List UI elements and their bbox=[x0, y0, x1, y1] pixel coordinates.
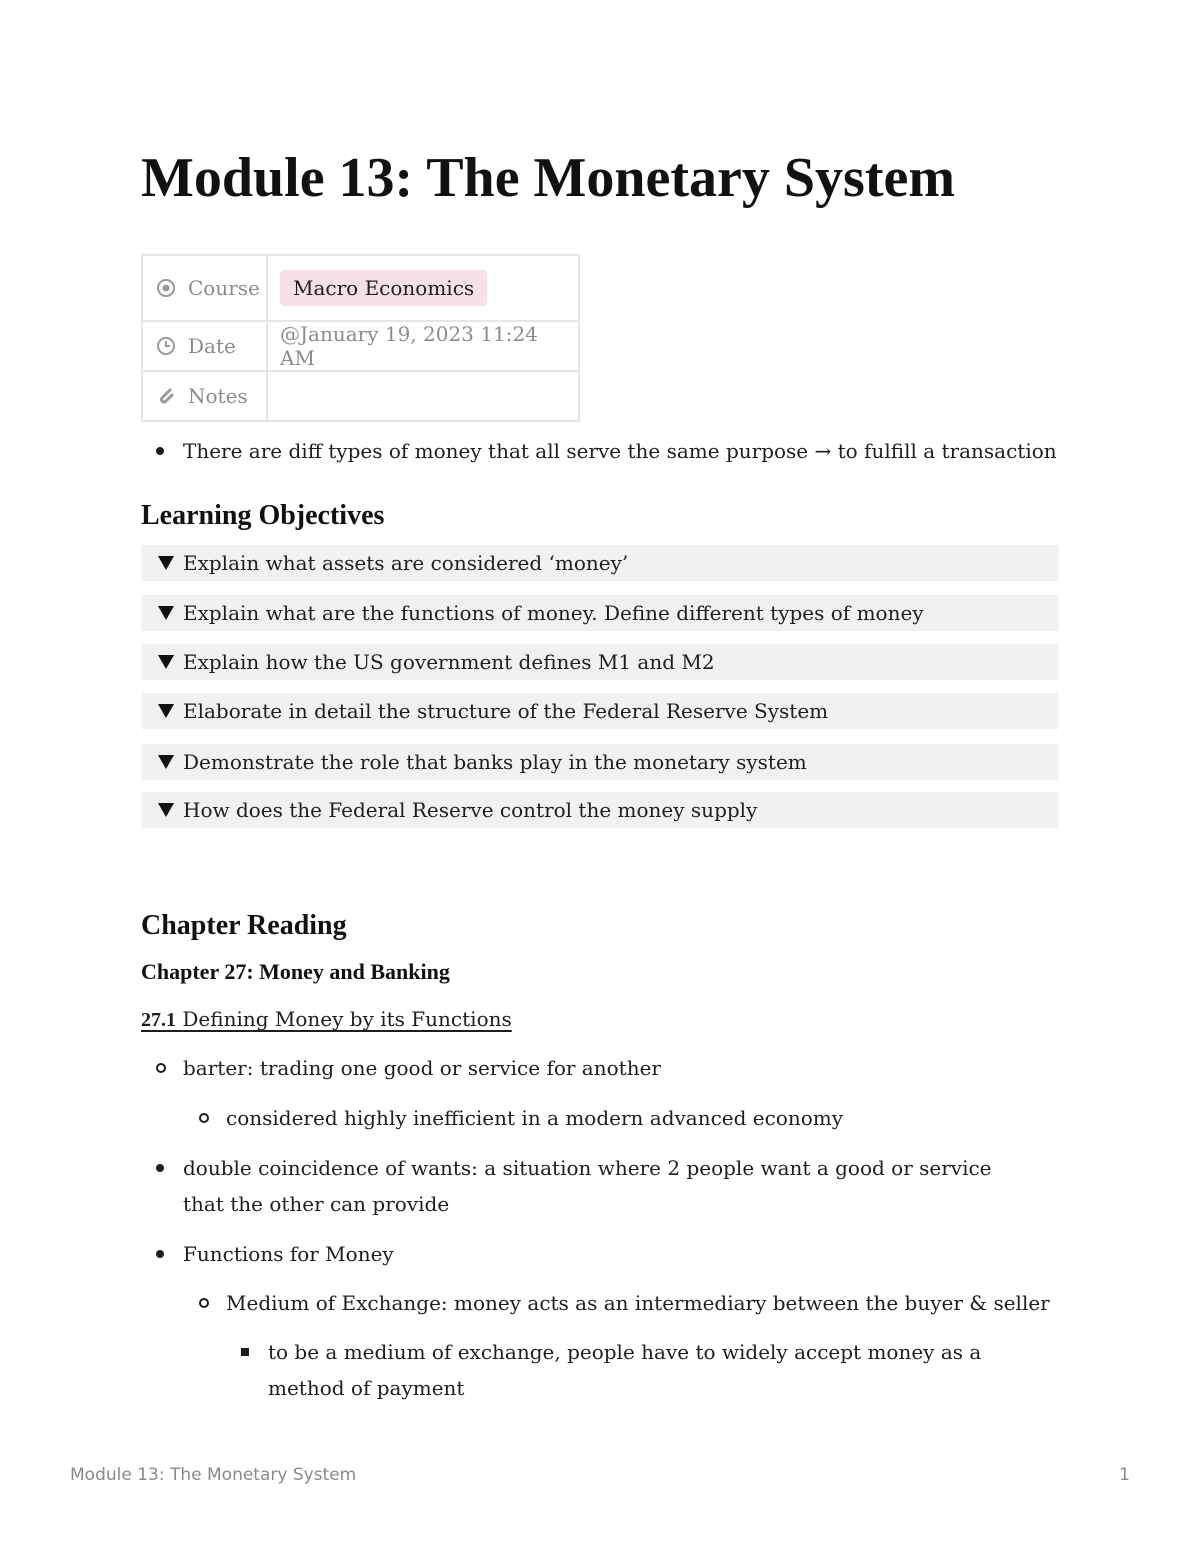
property-value-course-cell[interactable] bbox=[267, 255, 579, 321]
toggle-block[interactable] bbox=[141, 792, 1059, 828]
toggle-triangle-icon[interactable] bbox=[158, 803, 174, 817]
section-number: 27.1 bbox=[141, 1009, 176, 1031]
list-item: barter: trading one good or service for another bbox=[141, 1050, 1061, 1086]
toggle-triangle-icon[interactable] bbox=[158, 755, 174, 769]
property-row-course bbox=[142, 255, 579, 321]
property-key-course: Course bbox=[188, 276, 260, 300]
toggle-triangle-icon[interactable] bbox=[158, 704, 174, 718]
list-item: Medium of Exchange: money acts as an intermediary between the buyer & seller bbox=[141, 1285, 1061, 1321]
list-item: considered highly inefficient in a modern advanced economy bbox=[141, 1100, 1061, 1136]
property-row-date bbox=[142, 321, 579, 371]
toggle-block[interactable] bbox=[141, 644, 1059, 680]
chapter-reading-heading: Chapter Reading bbox=[141, 910, 347, 941]
toggle-triangle-icon[interactable] bbox=[158, 655, 174, 669]
paperclip-icon bbox=[156, 386, 176, 406]
chapter-title: Chapter 27: Money and Banking bbox=[141, 959, 450, 984]
footer-title: Module 13: The Monetary System bbox=[70, 1465, 357, 1485]
toggle-triangle-icon[interactable] bbox=[158, 556, 174, 570]
toggle-label: Demonstrate the role that banks play in the monetary system bbox=[183, 750, 807, 774]
section-heading bbox=[141, 1004, 512, 1035]
target-icon bbox=[156, 278, 176, 298]
notes-value[interactable] bbox=[267, 371, 579, 421]
toggle-triangle-icon[interactable] bbox=[158, 606, 174, 620]
property-key-date: Date bbox=[188, 334, 236, 358]
toggle-block[interactable] bbox=[141, 545, 1059, 581]
toggle-label: Explain how the US government defines M1 and M2 bbox=[183, 650, 715, 674]
toggle-label: Explain what assets are considered ‘money’ bbox=[183, 551, 629, 575]
list-item: Functions for Money bbox=[141, 1236, 1061, 1272]
toggle-block[interactable] bbox=[141, 693, 1059, 729]
date-value[interactable]: @January 19, 2023 11:24 AM bbox=[267, 321, 579, 371]
clock-icon bbox=[156, 336, 176, 356]
toggle-block[interactable] bbox=[141, 595, 1059, 631]
learning-objectives-heading: Learning Objectives bbox=[141, 500, 385, 531]
chapter-outline bbox=[141, 1050, 1061, 1406]
list-item: There are diff types of money that all serve the same purpose → to fulfill a transaction bbox=[141, 434, 1071, 468]
page-number: 1 bbox=[1119, 1465, 1130, 1485]
page-footer bbox=[70, 1465, 1130, 1485]
intro-list bbox=[141, 434, 1071, 468]
property-row-notes bbox=[142, 371, 579, 421]
properties-table bbox=[141, 254, 580, 422]
page-title: Module 13: The Monetary System bbox=[141, 147, 955, 209]
toggle-block[interactable] bbox=[141, 744, 1059, 780]
course-tag[interactable]: Macro Economics bbox=[280, 270, 487, 306]
toggle-label: Explain what are the functions of money. Define different types of money bbox=[183, 601, 924, 625]
section-title: Defining Money by its Functions bbox=[182, 1007, 512, 1031]
list-item: double coincidence of wants: a situation where 2 people want a good or service that the other can provide bbox=[141, 1150, 1023, 1222]
toggle-label: Elaborate in detail the structure of the Federal Reserve System bbox=[183, 699, 829, 723]
property-key-notes: Notes bbox=[188, 384, 248, 408]
list-item: to be a medium of exchange, people have to widely accept money as a method of payment bbox=[141, 1334, 1058, 1406]
toggle-label: How does the Federal Reserve control the money supply bbox=[183, 798, 758, 822]
